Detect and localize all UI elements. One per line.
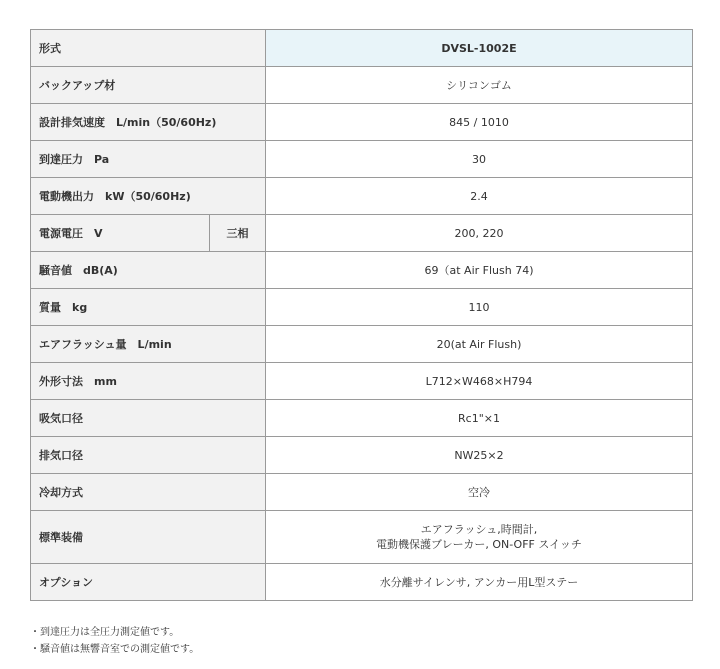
table-row: [31, 178, 693, 215]
table-row: [31, 67, 693, 104]
table-row: [31, 511, 693, 564]
row-label: 排気口径: [31, 437, 266, 474]
footnote: ・到達圧力は全圧力測定値です。: [30, 627, 180, 638]
footnote: ・騒音値は無響音室での測定値です。: [30, 644, 200, 655]
row-label: エアフラッシュ量 L/min: [31, 326, 266, 363]
row-value: 空冷: [266, 474, 693, 511]
row-value: シリコンゴム: [266, 67, 693, 104]
row-value: 69（at Air Flush 74): [266, 252, 693, 289]
row-value: L712×W468×H794: [266, 363, 693, 400]
row-label: 吸気口径: [31, 400, 266, 437]
table-row: [31, 326, 693, 363]
row-label: 到達圧力 Pa: [31, 141, 266, 178]
row-label: バックアップ材: [31, 67, 266, 104]
footnotes: [30, 624, 199, 658]
row-value: 845 / 1010: [266, 104, 693, 141]
row-value-line: エアフラッシュ,時間計,: [420, 523, 538, 536]
row-label: 質量 kg: [31, 289, 266, 326]
row-sublabel: 三相: [210, 215, 266, 252]
row-value: NW25×2: [266, 437, 693, 474]
row-value-line: 電動機保護ブレーカー, ON-OFF スイッチ: [376, 538, 582, 551]
row-value: 水分離サイレンサ, アンカー用L型ステー: [266, 564, 693, 601]
row-label: 形式: [31, 30, 266, 67]
table-row: [31, 104, 693, 141]
row-label: 電源電圧 V: [31, 215, 210, 252]
table-row: [31, 564, 693, 601]
table-row: [31, 141, 693, 178]
spec-table: [30, 29, 693, 601]
row-label: 設計排気速度 L/min（50/60Hz): [31, 104, 266, 141]
row-label: 標準装備: [31, 511, 266, 564]
row-value: 20(at Air Flush): [266, 326, 693, 363]
row-label: 電動機出力 kW（50/60Hz): [31, 178, 266, 215]
row-label: 騒音値 dB(A): [31, 252, 266, 289]
table-row: [31, 437, 693, 474]
row-value: 2.4: [266, 178, 693, 215]
row-value: 110: [266, 289, 693, 326]
table-row: [31, 363, 693, 400]
row-value: Rc1"×1: [266, 400, 693, 437]
table-row: [31, 289, 693, 326]
table-row: [31, 474, 693, 511]
row-label: 冷却方式: [31, 474, 266, 511]
table-row: [31, 400, 693, 437]
row-value: 30: [266, 141, 693, 178]
row-value: DVSL-1002E: [266, 30, 693, 67]
table-row-model: [31, 30, 693, 67]
table-row: [31, 252, 693, 289]
table-row: [31, 215, 693, 252]
row-label: 外形寸法 mm: [31, 363, 266, 400]
row-label: オプション: [31, 564, 266, 601]
row-value: 200, 220: [266, 215, 693, 252]
row-value: [266, 511, 693, 564]
